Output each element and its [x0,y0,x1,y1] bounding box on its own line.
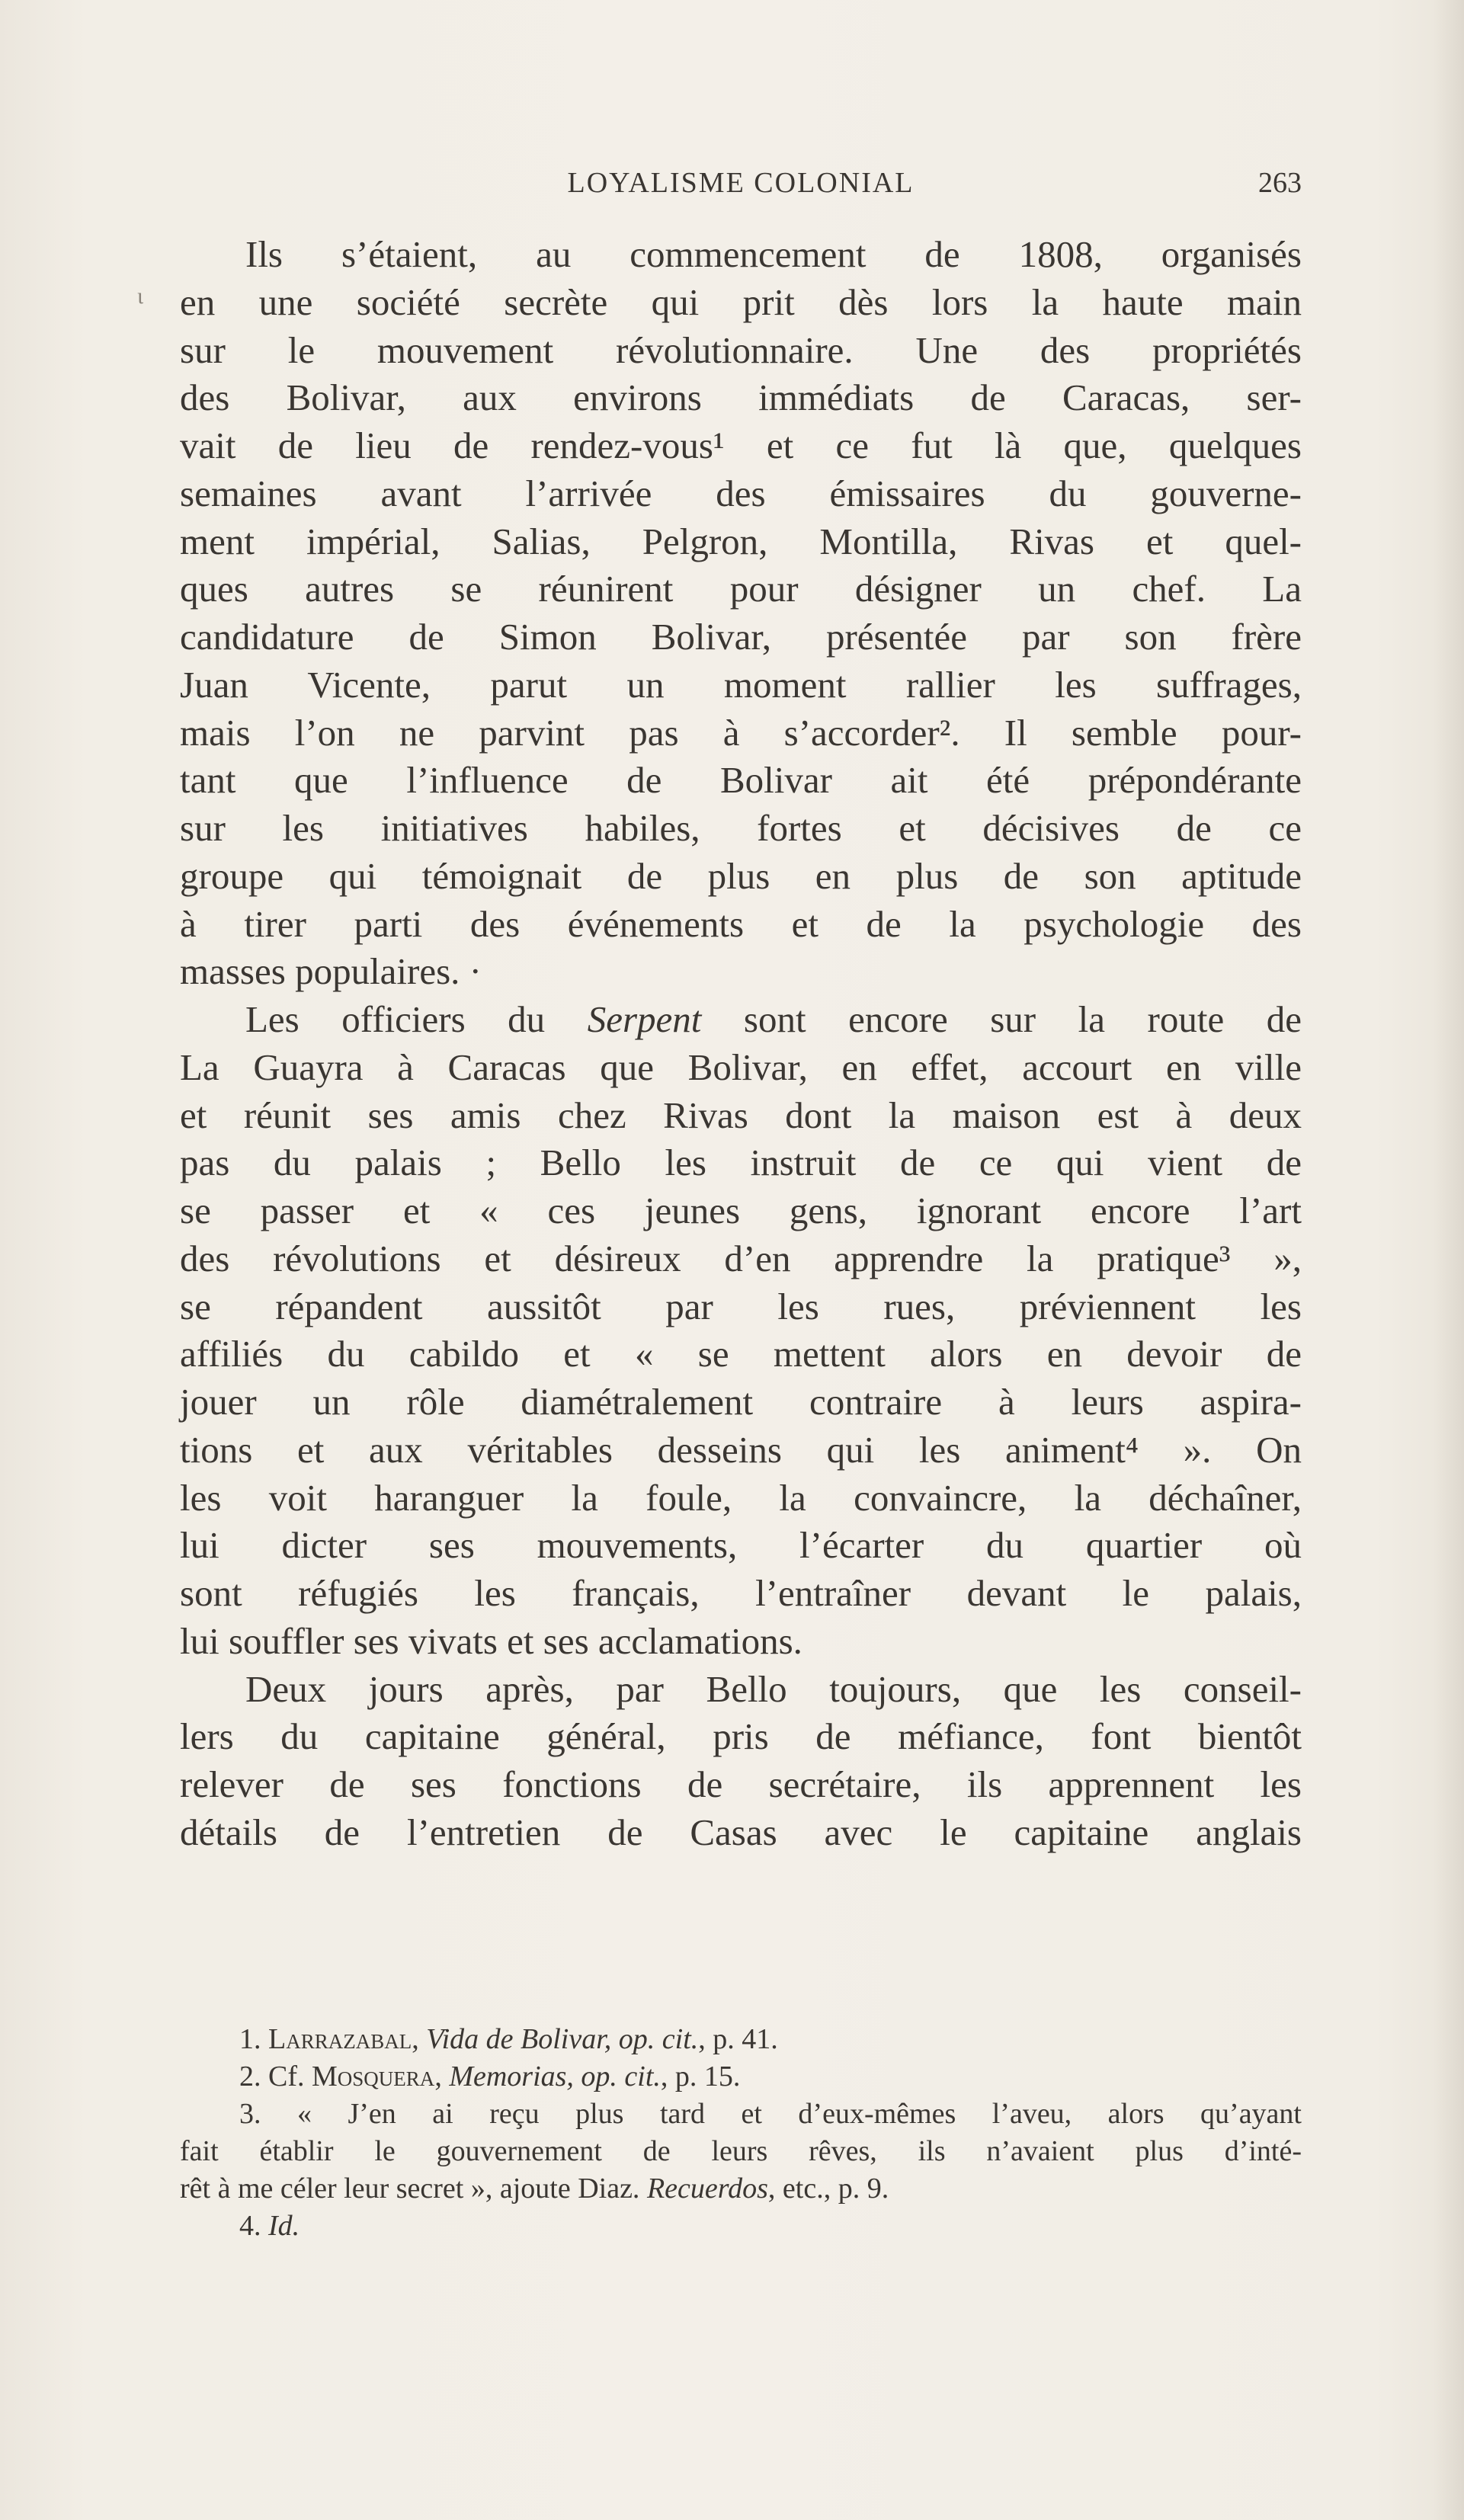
text-fragment: Les officiers du [245,998,588,1040]
text-line: en une société secrète qui prit dès lors la haute main [180,280,1302,323]
text-line: les voit haranguer la foule, la convaincre, la déchaîner, [180,1476,1302,1519]
text-line: ques autres se réunirent pour désigner un chef. La [180,568,1302,610]
text-line: La Guayra à Caracas que Bolivar, en effet, accourt en ville [180,1045,1302,1088]
text-line: sur le mouvement révolutionnaire. Une des propriétés [180,328,1302,371]
footnote-1 [180,2021,1302,2058]
ship-name-serpent: Serpent [587,998,702,1040]
footnote-text: rêt à me céler leur secret », ajoute Diaz. [180,2173,647,2205]
footnote-3-last-line [180,2170,1302,2208]
footnote-3-line: 3. « J’en ai reçu plus tard et d’eux-mêmes l’aveu, alors qu’ayant [239,2098,1302,2130]
text-line: lui souffler ses vivats et ses acclamations. [180,1619,802,1662]
text-line-serpent [180,996,1302,1044]
footnote-number: 4. [239,2210,268,2242]
text-line: et réunit ses amis chez Rivas dont la maison est à deux [180,1093,1302,1136]
footnote-rest: , p. 41. [698,2023,778,2055]
text-line: semaines avant l’arrivée des émissaires du gouverne- [180,472,1302,514]
text-line: ment impérial, Salias, Pelgron, Montilla, Rivas et quel- [180,520,1302,562]
text-line: Ils s’étaient, au commencement de 1808, organisés [245,233,1302,275]
text-line: des révolutions et désireux d’en apprendre la pratique³ », [180,1237,1302,1279]
text-line: affiliés du cabildo et « se mettent alors en devoir de [180,1333,1302,1375]
footnote-2 [180,2058,1302,2096]
text-line: se répandent aussitôt par les rues, préviennent les [180,1285,1302,1327]
text-line: vait de lieu de rendez-vous¹ et ce fut là que, quelques [180,424,1302,466]
footnote-number: 2. Cf. [239,2061,312,2093]
footnote-rest: , p. 15. [660,2061,741,2093]
running-title: LOYALISME COLONIAL [567,167,915,199]
footnote-work: Vida de Bolivar, op. cit. [426,2023,699,2055]
text-fragment: sont encore sur la route de [701,998,1302,1040]
text-line: lui dicter ses mouvements, l’écarter du quartier où [180,1524,1302,1567]
footnote-3-line: fait établir le gouvernement de leurs rêves, ils n’avaient plus d’inté- [180,2135,1302,2167]
text-line: sont réfugiés les français, l’entraîner devant le palais, [180,1572,1302,1614]
text-line: détails de l’entretien de Casas avec le capitaine anglais [180,1811,1302,1853]
footnote-author: Larrazabal [268,2023,412,2055]
text-line: mais l’on ne parvint pas à s’accorder². Il semble pour- [180,711,1302,754]
page-edge-shadow [1434,0,1464,2520]
footnote-4 [180,2208,1302,2245]
text-line: jouer un rôle diamétralement contraire à leurs aspira- [180,1381,1302,1423]
footnote-sep: , [434,2061,450,2093]
footnote-rest: , etc., p. 9. [767,2173,889,2205]
text-line: tions et aux véritables desseins qui les animent⁴ ». On [180,1428,1302,1471]
text-line: relever de ses fonctions de secrétaire, ils apprennent les [180,1763,1302,1805]
footnote-work: Id. [268,2210,300,2242]
text-line: masses populaires. · [180,950,482,993]
page-number: 263 [1258,167,1302,199]
footnote-number: 1. [239,2023,268,2055]
text-line: se passer et « ces jeunes gens, ignorant encore l’art [180,1190,1302,1231]
text-line: groupe qui témoignait de plus en plus de son aptitude [180,854,1302,897]
body-text [180,231,1302,1857]
footnote-author: Mosquera [312,2061,435,2093]
text-line: à tirer parti des événements et de la psychologie des [180,902,1302,945]
running-head [180,166,1302,209]
footnotes [180,2021,1302,2245]
text-line: Deux jours après, par Bello toujours, que les conseil- [245,1667,1302,1710]
margin-mark: ι [137,283,144,309]
text-line: candidature de Simon Bolivar, présentée par son frère [180,616,1302,658]
text-line: tant que l’influence de Bolivar ait été prépondérante [180,759,1302,802]
text-line: lers du capitaine général, pris de méfiance, font bientôt [180,1715,1302,1758]
text-line: Juan Vicente, parut un moment rallier les suffrages, [180,663,1302,706]
footnote-work: Memorias, op. cit. [449,2061,661,2093]
text-line: pas du palais ; Bello les instruit de ce qui vient de [180,1142,1302,1184]
text-line: sur les initiatives habiles, fortes et décisives de ce [180,807,1302,849]
text-line: des Bolivar, aux environs immédiats de Caracas, ser- [180,376,1302,419]
footnote-sep: , [412,2023,427,2055]
footnote-work: Recuerdos [646,2173,768,2205]
